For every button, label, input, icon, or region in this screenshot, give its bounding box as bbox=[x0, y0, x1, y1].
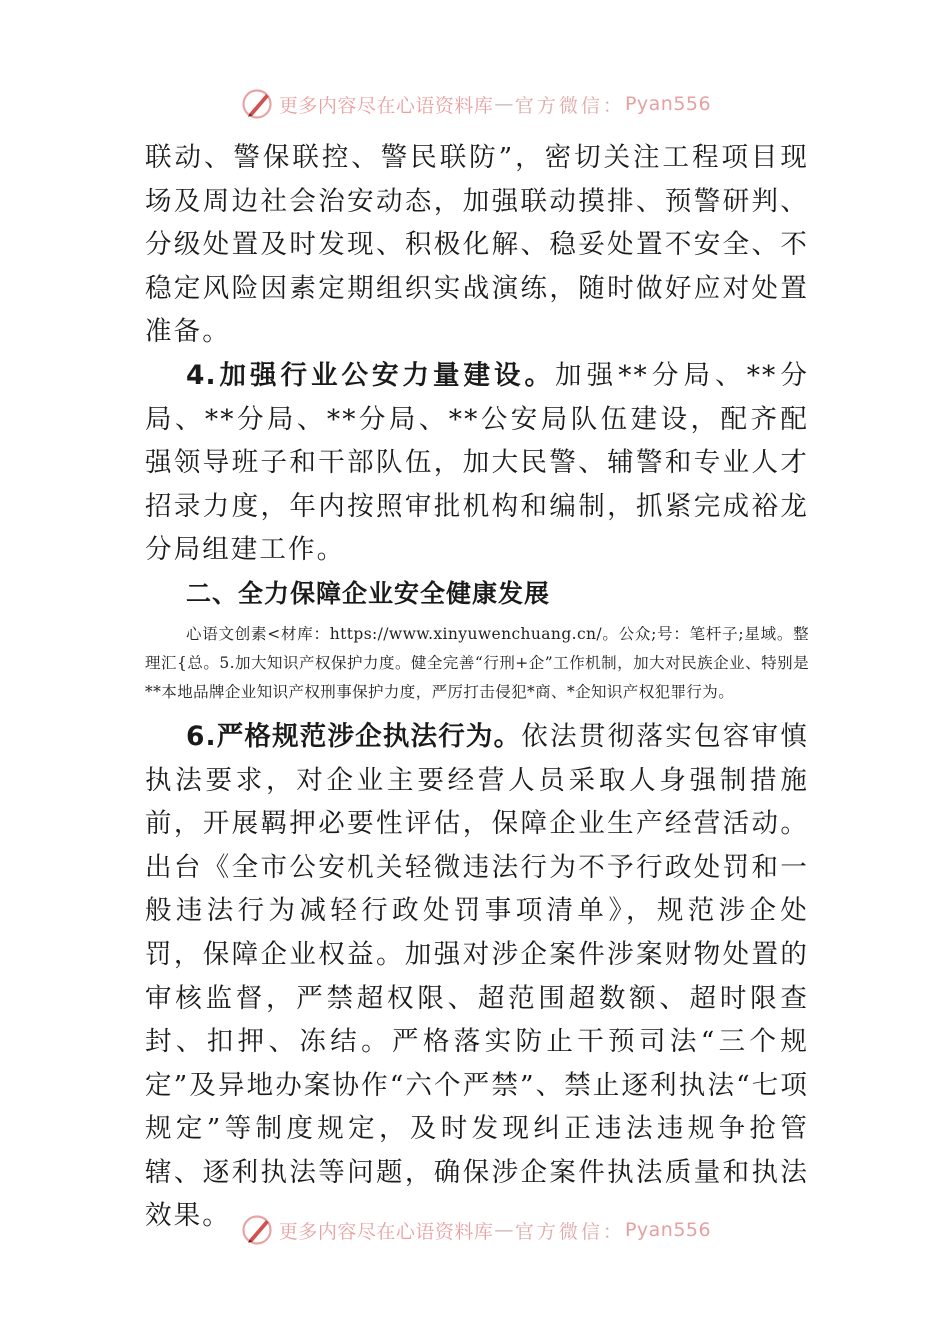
paragraph-item-4 bbox=[145, 354, 809, 572]
banner-wechat-handle: Pyan556 bbox=[624, 1219, 712, 1241]
banner-official-label: 官方微信： bbox=[514, 1220, 625, 1243]
header-banner bbox=[0, 84, 950, 124]
document-body bbox=[145, 136, 809, 1238]
item-6-body: 依法贯彻落实包容审慎执法要求，对企业主要经营人员采取人身强制措施前，开展羁押必要性评估，保障企业生产经营活动。出台《全市公安机关轻微违法行为不予行政处罚和一般违法行为减轻行政处罚事项清单》，规范涉企处罚，保障企业权益。加强对涉企案件涉案财物处置的审核监督，严禁超权限、超范围超数额、超时限查封、扣押、冻结。严格落实防止干预司法“三个规定”及异地办案协作“六个严禁”、禁止逐利执法“七项规定”等制度规定，及时发现纠正违法违规争抢管辖、逐利执法等问题，确保涉企案件执法质量和执法效果。 bbox=[145, 720, 810, 1232]
paragraph-linkage: 联动、警保联控、警民联防”，密切关注工程项目现场及周边社会治安动态，加强联动摸排、预警研判、分级处置及时发现、积极化解、稳妥处置不安全、不稳定风险因素定期组织实战演练，随时做好应对处置准备。 bbox=[145, 142, 809, 348]
paragraph-item-6 bbox=[145, 715, 809, 1238]
section-heading-2: 二、全力保障企业安全健康发展 bbox=[186, 578, 551, 608]
paragraph-item-5: 心语文创素<材库：https://www.xinyuwenchuang.cn/。公众;号：笔杆子;星域。整理汇{总。5.加大知识产权保护力度。健全完善“行刑+企”工作机制，加大对民族企业、特别是**本地品牌企业知识产权刑事保护力度，严厉打击侵犯*商、*企知识产权犯罪行为。 bbox=[145, 624, 809, 701]
item-4-body: 加强**分局、**分局、**分局、**分局、**公安局队伍建设，配齐配强领导班子和干部队伍，加大民警、辅警和专业人才招录力度，年内按照审批机构和编制，抓紧完成裕龙分局组建工作。 bbox=[145, 359, 809, 566]
pen-logo-icon bbox=[239, 1212, 275, 1248]
banner-separator: — bbox=[494, 1219, 514, 1241]
item-4-title: 4.加强行业公安力量建设。 bbox=[186, 359, 555, 391]
pen-logo-icon bbox=[239, 86, 275, 122]
banner-brand: 更多内容尽在心语资料库 bbox=[278, 1220, 494, 1243]
banner-wechat-handle: Pyan556 bbox=[624, 93, 712, 115]
banner-separator: — bbox=[494, 93, 514, 115]
item-6-title: 6.严格规范涉企执法行为。 bbox=[186, 720, 522, 752]
footer-banner bbox=[0, 1210, 950, 1250]
banner-brand: 更多内容尽在心语资料库 bbox=[278, 94, 494, 117]
banner-official-label: 官方微信： bbox=[514, 94, 625, 117]
